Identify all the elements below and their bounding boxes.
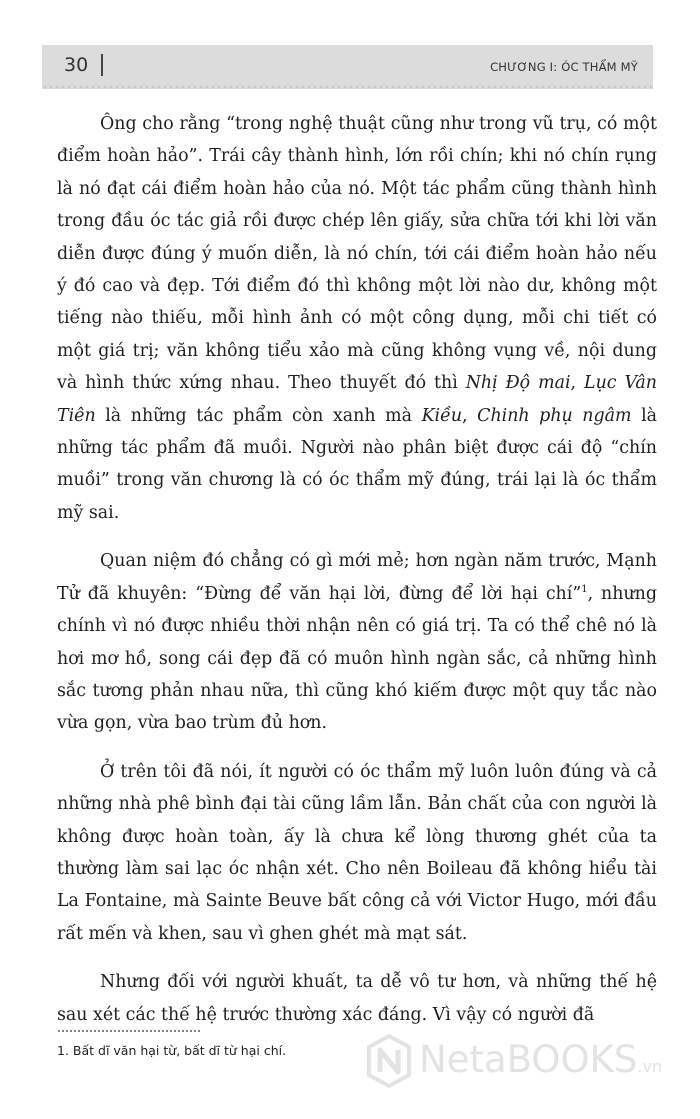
footnote-divider xyxy=(57,1029,202,1033)
watermark xyxy=(365,1027,685,1097)
watermark-suffix: .vn xyxy=(637,1057,663,1076)
paragraph-1-text-e: là những tác phẩm đã muồi. Người nào phân biệt được cái độ “chín muồi” trong văn chương là có óc thẩm mỹ đúng, trái lại là óc thẩm mỹ sai. xyxy=(57,405,658,523)
header-dotted-border xyxy=(42,84,653,90)
watermark-text xyxy=(419,1038,662,1081)
book-title-chinh-phu-ngam: Chinh phụ ngâm xyxy=(477,405,632,426)
netabooks-logo-icon xyxy=(365,1033,413,1089)
paragraph-3: Ở trên tôi đã nói, ít người có óc thẩm mỹ luôn luôn đúng và cả những nhà phê bình đại tài cũng lầm lẫn. Bản chất của con người là không được hoàn toàn, ấy là chưa kể lòng thương ghét của ta thường làm sai lạc óc nhận xét. Cho nên Boileau đã không hiểu tài La Fontaine, mà Sainte Beuve bất công cả với Victor Hugo, mới đầu rất mến và khen, sau vì ghen ghét mà mạt sát. xyxy=(57,761,657,944)
book-title-kieu: Kiều xyxy=(421,405,463,426)
paragraph-1-text-c: là những tác phẩm còn xanh mà xyxy=(95,405,422,426)
paragraph-1 xyxy=(57,108,657,529)
book-title-nhi-do-mai: Nhị Độ mai xyxy=(465,373,571,394)
body-text xyxy=(57,108,657,1031)
paragraph-1-text-b: , xyxy=(570,373,585,394)
paragraph-2-text-a: Quan niệm đó chẳng có gì mới mẻ; hơn ngàn năm trước, Mạnh Tử đã khuyên: “Đừng để văn hại lời, đừng để lời hại chí” xyxy=(57,551,657,604)
footnote: 1. Bất dĩ văn hại từ, bất dĩ từ hại chí. xyxy=(57,1043,287,1058)
chapter-title: CHƯƠNG I: ÓC THẨM MỸ xyxy=(490,60,638,74)
footnote-ref-1: 1 xyxy=(581,583,588,595)
page-number-separator xyxy=(101,54,103,76)
paragraph-2-text-b: , nhưng chính vì nó được nhiều thời nhận nên có giá trị. Ta có thể chê nó là hơi mơ hồ, song cái đẹp đã có muôn hình ngàn sắc, cả những hình sắc tương phản nhau nữa, thì cũng khó kiếm được một quy tắc nào vừa gọn, vừa bao trùm đủ hơn. xyxy=(57,583,657,734)
book-title-luc-van-tien: Lục Vân Tiên xyxy=(57,373,657,426)
watermark-brand: NetaBOOKS xyxy=(419,1038,638,1081)
paragraph-1-text-d: , xyxy=(462,405,478,426)
paragraph-1-text-a: Ông cho rằng “trong nghệ thuật cũng như trong vũ trụ, có một điểm hoàn hảo”. Trái cây thành hình, lớn rồi chín; khi nó chín rụng là nó đạt cái điểm hoàn hảo của nó. Một tác phẩm cũng thành hình trong đầu óc tác giả rồi được chép lên giấy, sửa chữa tới khi lời văn diễn được đúng ý muốn diễn, là nó chín, tới cái điểm hoàn hảo nếu ý đó cao và đẹp. Tới điểm đó thì không một lời nào dư, không một tiếng nào thiếu, mỗi hình ảnh có một công dụng, mỗi chi tiết có một giá trị; văn không tiểu xảo mà cũng không vụng về, nội dung và hình thức xứng nhau. Theo thuyết đó thì xyxy=(57,114,657,394)
paragraph-4: Nhưng đối với người khuất, ta dễ vô tư hơn, và những thế hệ sau xét các thế hệ trước thường xác đáng. Vì vậy có người đã xyxy=(57,972,657,1025)
paragraph-2 xyxy=(57,545,657,739)
page-number: 30 xyxy=(64,54,89,76)
